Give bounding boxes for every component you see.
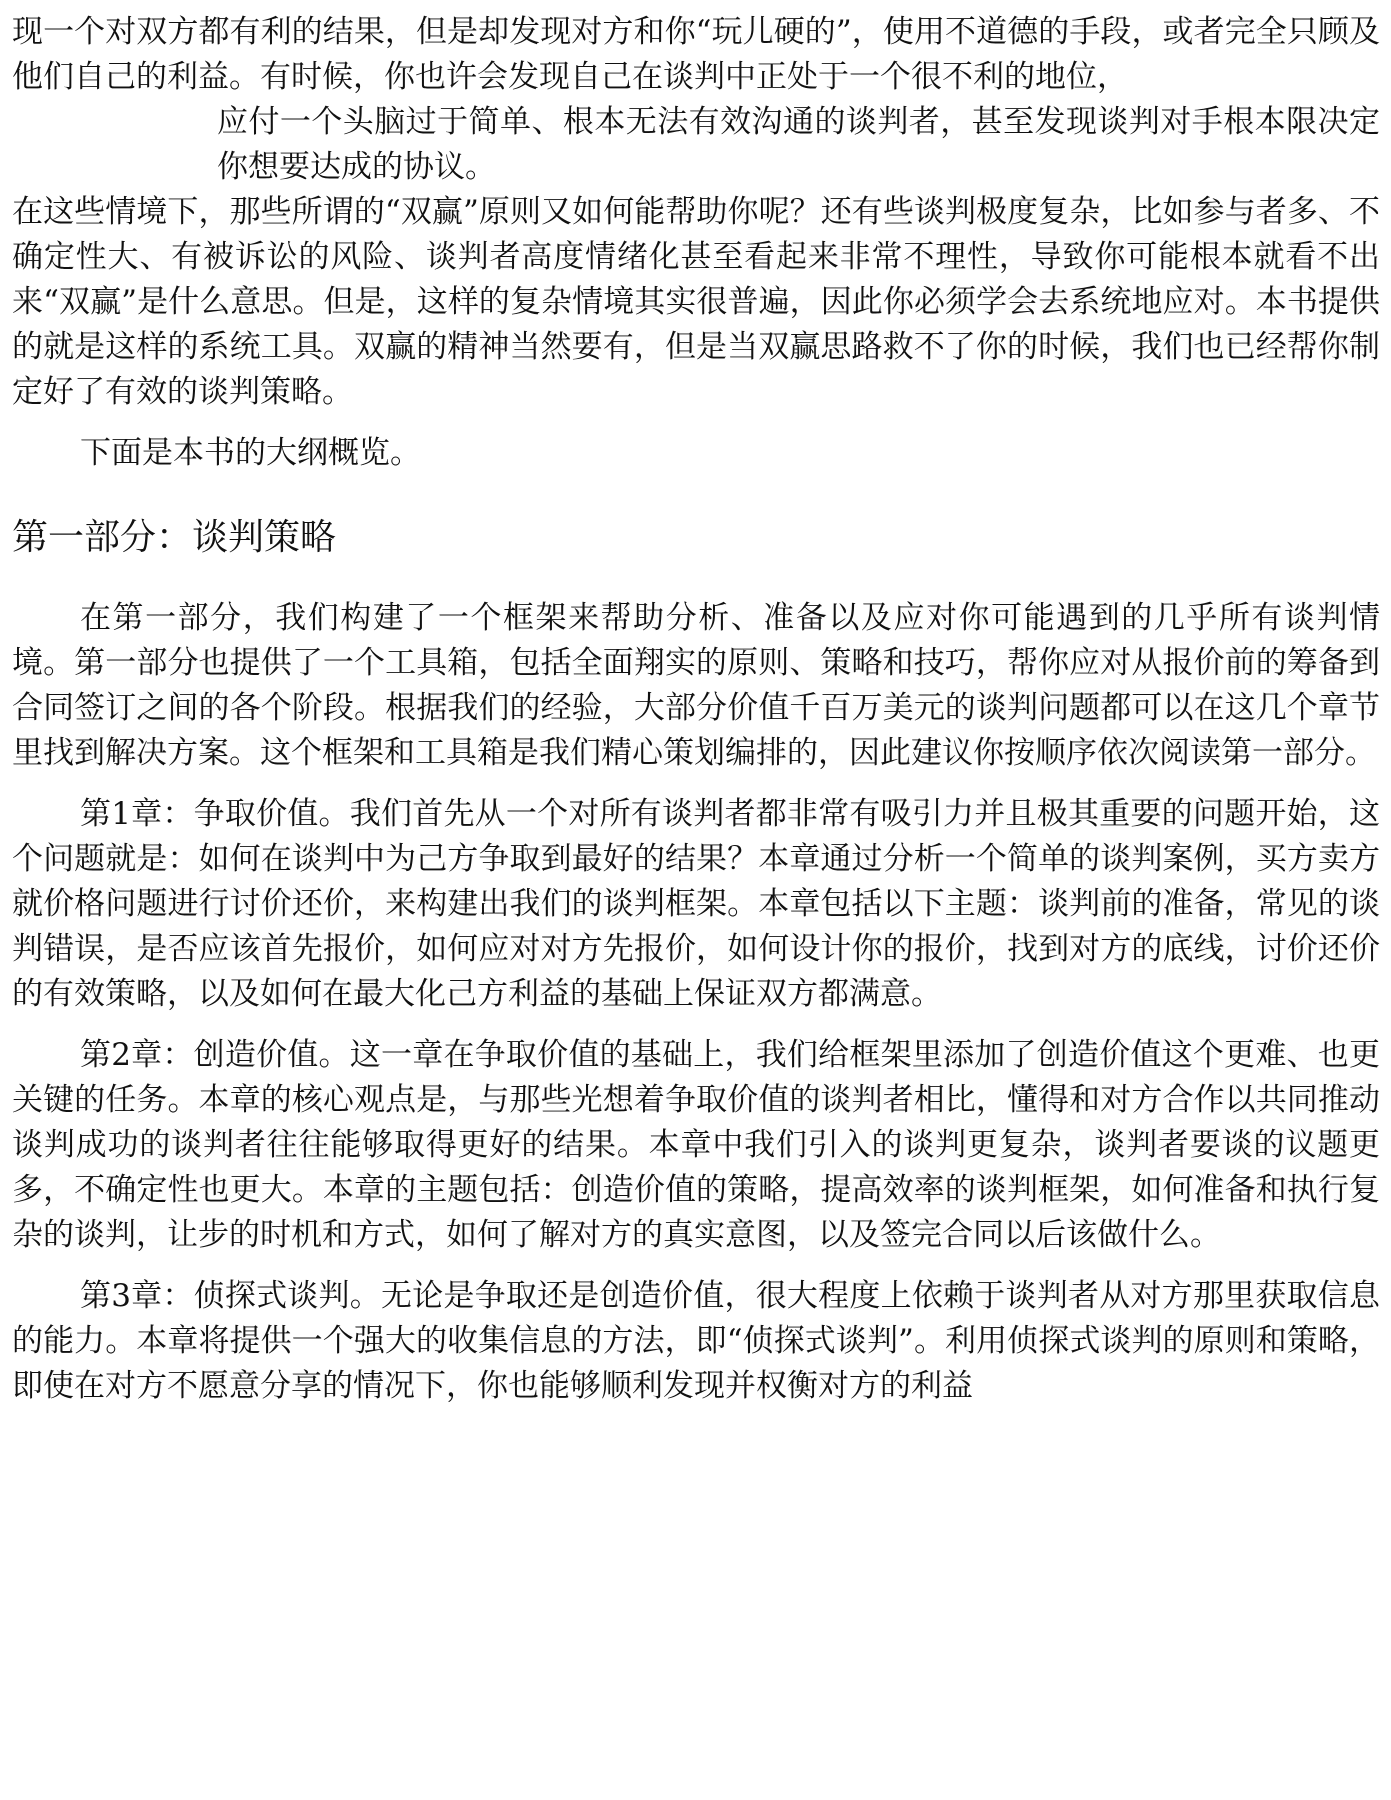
outline-intro-paragraph: 下面是本书的大纲概览。 bbox=[80, 435, 421, 471]
document-page bbox=[12, 10, 1380, 1409]
chapter1-paragraph: 第1章：争取价值。我们首先从一个对所有谈判者都非常有吸引力并且极其重要的问题开始，这个问题就是：如何在谈判中为己方争取到最好的结果？本章通过分析一个简单的谈判案例，买方卖方就价格问题进行讨价还价，来构建出我们的谈判框架。本章包括以下主题：谈判前的准备，常见的谈判错误，是否应该首先报价，如何应对对方先报价，如何设计你的报价，找到对方的底线，讨价还价的有效策略，以及如何在最大化己方利益的基础上保证双方都满意。 bbox=[12, 796, 1380, 1012]
intro-paragraph bbox=[12, 10, 1380, 415]
section-title-part1: 第一部分：谈判策略 bbox=[12, 517, 337, 558]
chapter2-paragraph: 第2章：创造价值。这一章在争取价值的基础上，我们给框架里添加了创造价值这个更难、也更关键的任务。本章的核心观点是，与那些光想着争取价值的谈判者相比，懂得和对方合作以共同推动谈判成功的谈判者往往能够取得更好的结果。本章中我们引入的谈判更复杂，谈判者要谈的议题更多，不确定性也更大。本章的主题包括：创造价值的策略，提高效率的谈判框架，如何准备和执行复杂的谈判，让步的时机和方式，如何了解对方的真实意图，以及签完合同以后该做什么。 bbox=[12, 1037, 1380, 1253]
intro-indented-lines: 应付一个头脑过于简单、根本无法有效沟通的谈判者，甚至发现谈判对手根本限决定你想要达成的协议。 bbox=[217, 104, 1380, 185]
intro-paragraph-rest: 在这些情境下，那些所谓的“双赢”原则又如何能帮助你呢？还有些谈判极度复杂，比如参与者多、不确定性大、有被诉讼的风险、谈判者高度情绪化甚至看起来非常不理性，导致你可能根本就看不出来“双赢”是什么意思。但是，这样的复杂情境其实很普遍，因此你必须学会去系统地应对。本书提供的就是这样的系统工具。双赢的精神当然要有，但是当双赢思路救不了你的时候，我们也已经帮你制定好了有效的谈判策略。 bbox=[12, 194, 1380, 410]
part1-paragraph: 在第一部分，我们构建了一个框架来帮助分析、准备以及应对你可能遇到的几乎所有谈判情境。第一部分也提供了一个工具箱，包括全面翔实的原则、策略和技巧，帮你应对从报价前的筹备到合同签订之间的各个阶段。根据我们的经验，大部分价值千百万美元的谈判问题都可以在这几个章节里找到解决方案。这个框架和工具箱是我们精心策划编排的，因此建议你按顺序依次阅读第一部分。 bbox=[12, 600, 1380, 771]
intro-paragraph-text: 现一个对双方都有利的结果，但是却发现对方和你“玩儿硬的”，使用不道德的手段，或者完全只顾及他们自己的利益。有时候，你也许会发现自己在谈判中正处于一个很不利的地位， bbox=[12, 14, 1380, 95]
chapter3-paragraph: 第3章：侦探式谈判。无论是争取还是创造价值，很大程度上依赖于谈判者从对方那里获取信息的能力。本章将提供一个强大的收集信息的方法，即“侦探式谈判”。利用侦探式谈判的原则和策略，即使在对方不愿意分享的情况下，你也能够顺利发现并权衡对方的利益 bbox=[12, 1278, 1380, 1404]
